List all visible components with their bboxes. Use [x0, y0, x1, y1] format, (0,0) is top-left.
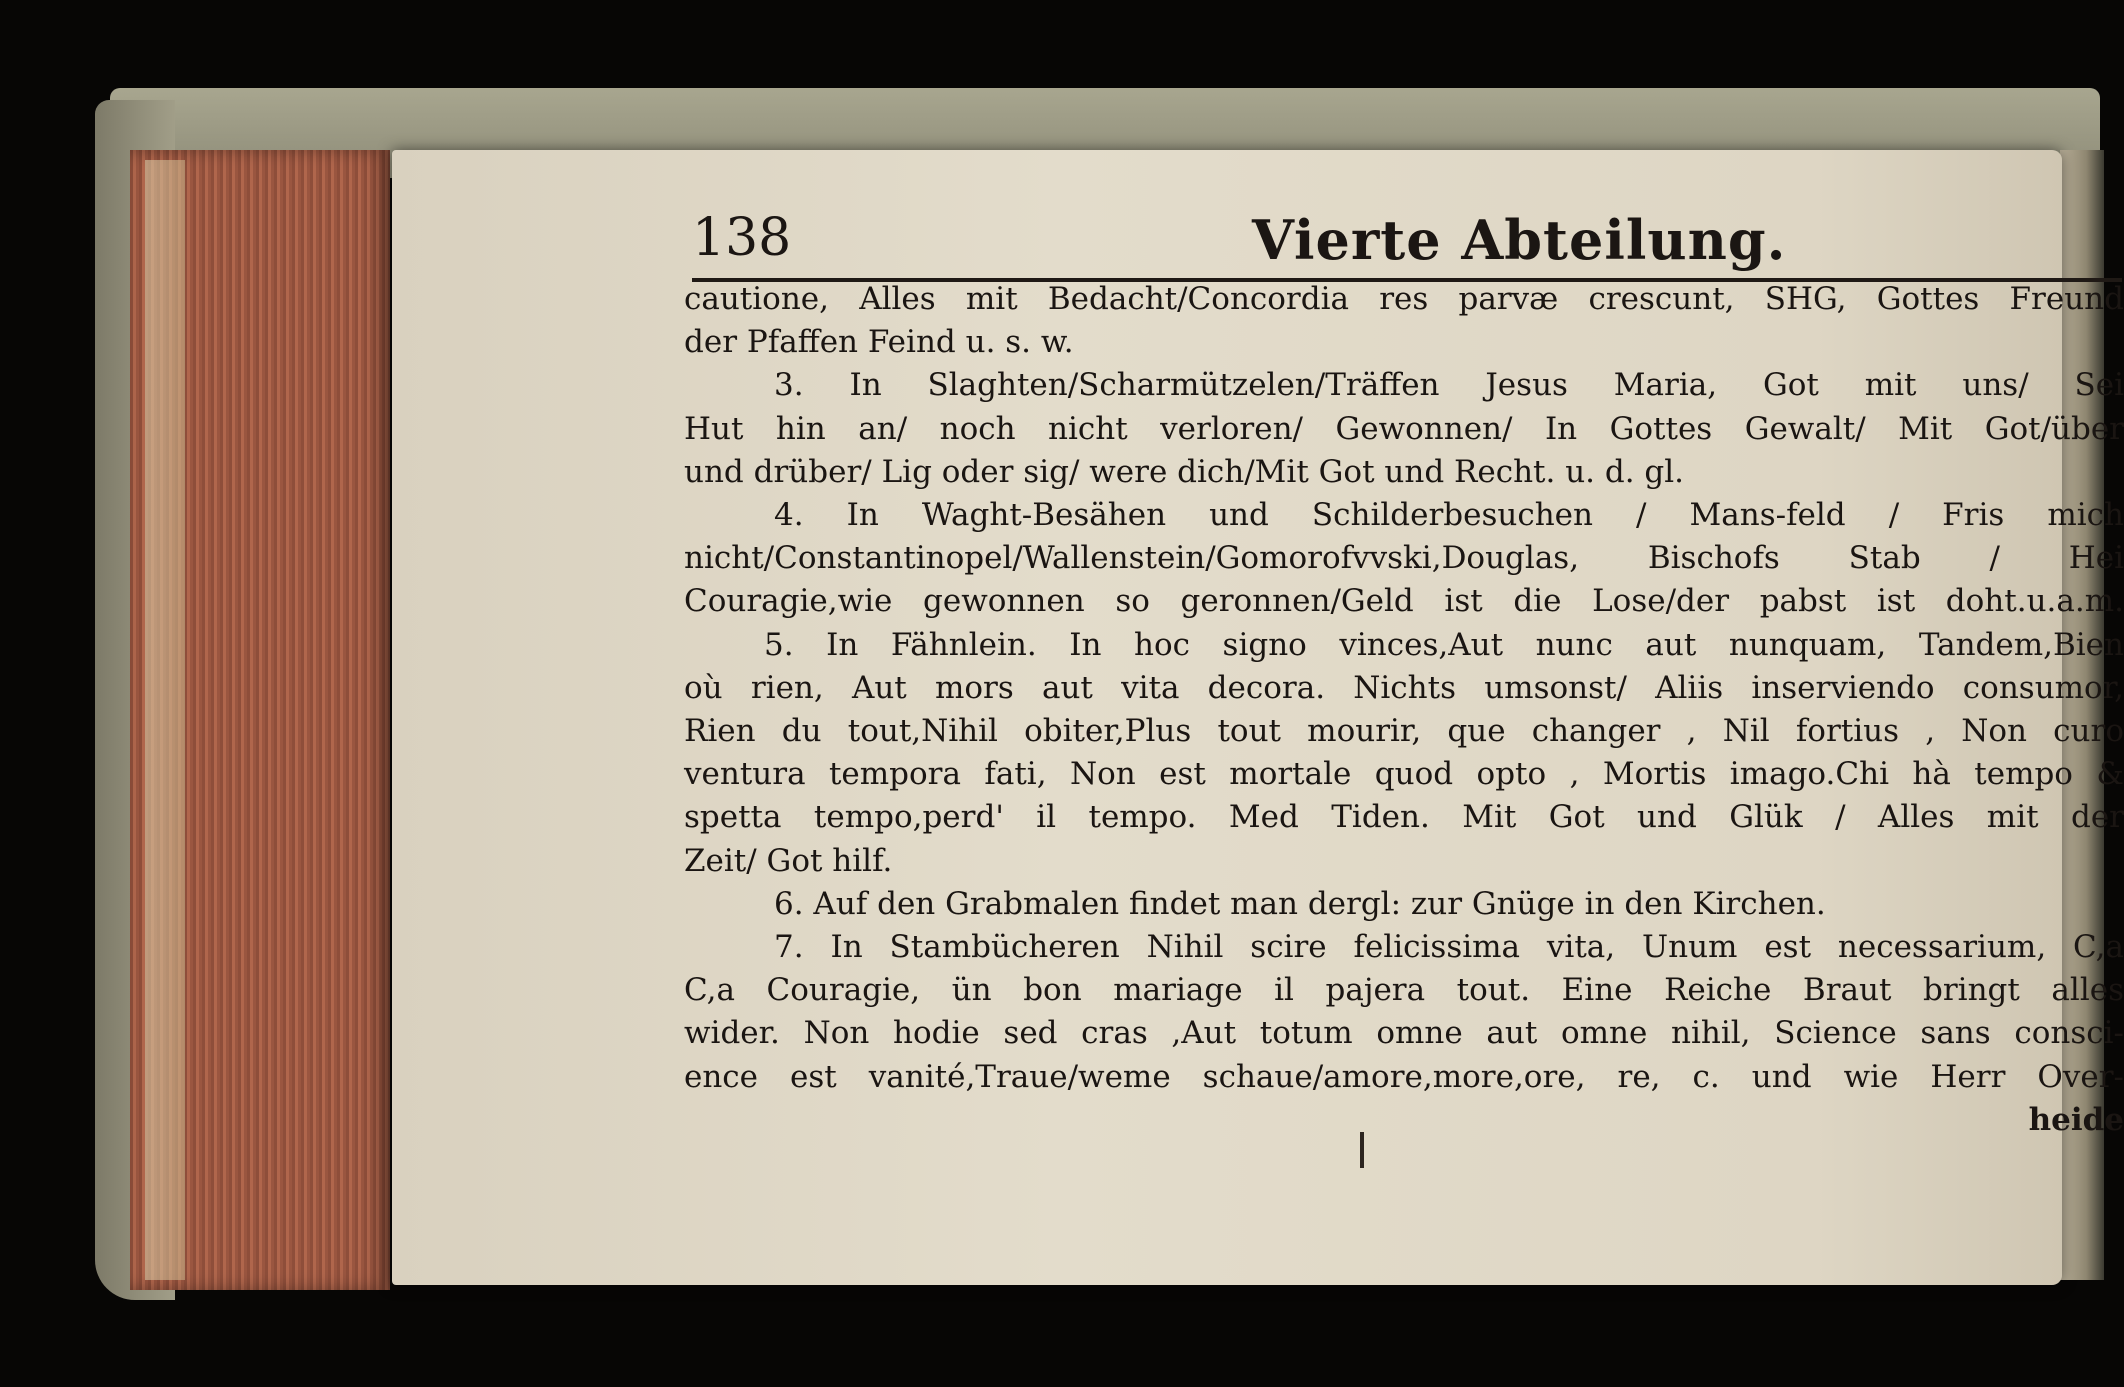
- text-line: und drüber/ Lig oder sig/ were dich/Mit Got und Recht. u. d. gl.: [684, 453, 1685, 490]
- text-line: où rien, Aut mors aut vita decora. Nichts umsonst/ Aliis inserviendo consumor,: [684, 669, 2124, 706]
- catchword: heide: [2028, 1101, 2124, 1138]
- text-line: C,a Couragie, ün bon mariage il pajera tout. Eine Reiche Braut bringt alles: [684, 972, 2124, 1009]
- page-edges-highlight: [145, 160, 185, 1280]
- text-line: 6. Auf den Grabmalen findet man dergl: zur Gnüge in den Kirchen.: [774, 885, 1826, 922]
- text-line: 7. In Stambücheren Nihil scire felicissima vita, Unum est necessarium, C,a: [774, 929, 2124, 966]
- text-line: 4. In Waght-Besähen und Schilderbesuchen / Mans-feld / Fris mich: [774, 497, 2124, 534]
- text-line: Couragie,wie gewonnen so geronnen/Geld ist die Lose/der pabst ist doht.u.a.m.: [684, 583, 2124, 620]
- text-line: cautione, Alles mit Bedacht/Concordia res parvæ crescunt, SHG, Gottes Freund: [684, 281, 2124, 317]
- text-line: wider. Non hodie sed cras ,Aut totum omne aut omne nihil, Science sans consci-: [684, 1015, 2124, 1052]
- text-line: der Pfaffen Feind u. s. w.: [684, 324, 1074, 361]
- page-number: 138: [692, 208, 792, 268]
- text-line: nicht/Constantinopel/Wallenstein/Gomorofvvski,Douglas, Bischofs Stab / Hei: [684, 540, 2124, 577]
- page-header: [692, 208, 2122, 278]
- text-line: Rien du tout,Nihil obiter,Plus tout mourir, que changer , Nil fortius , Non curo: [684, 713, 2124, 750]
- text-line: spetta tempo,perd' il tempo. Med Tiden. Mit Got und Glük / Alles mit der: [684, 799, 2124, 836]
- text-line: ventura tempora fati, Non est mortale quod opto , Mortis imago.Chi hà tempo &: [684, 756, 2124, 793]
- book-page: [392, 150, 2124, 1285]
- text-line: 5. In Fähnlein. In hoc signo vinces,Aut nunc aut nunquam, Tandem,Bien: [764, 626, 2124, 663]
- signature-mark: [1360, 1132, 1364, 1168]
- text-line: Hut hin an/ noch nicht verloren/ Gewonnen/ In Gottes Gewalt/ Mit Got/über: [684, 410, 2124, 447]
- text-line: Zeit/ Got hilf.: [684, 842, 893, 879]
- text-line: 3. In Slaghten/Scharmützelen/Träffen Jesus Maria, Got mit uns/ Sei: [774, 367, 2124, 404]
- running-title: Vierte Abteilung.: [1252, 208, 1787, 272]
- text-line: ence est vanité,Traue/weme schaue/amore,more,ore, re, c. und wie Herr Over-: [684, 1058, 2124, 1095]
- body-text: [684, 278, 2124, 1142]
